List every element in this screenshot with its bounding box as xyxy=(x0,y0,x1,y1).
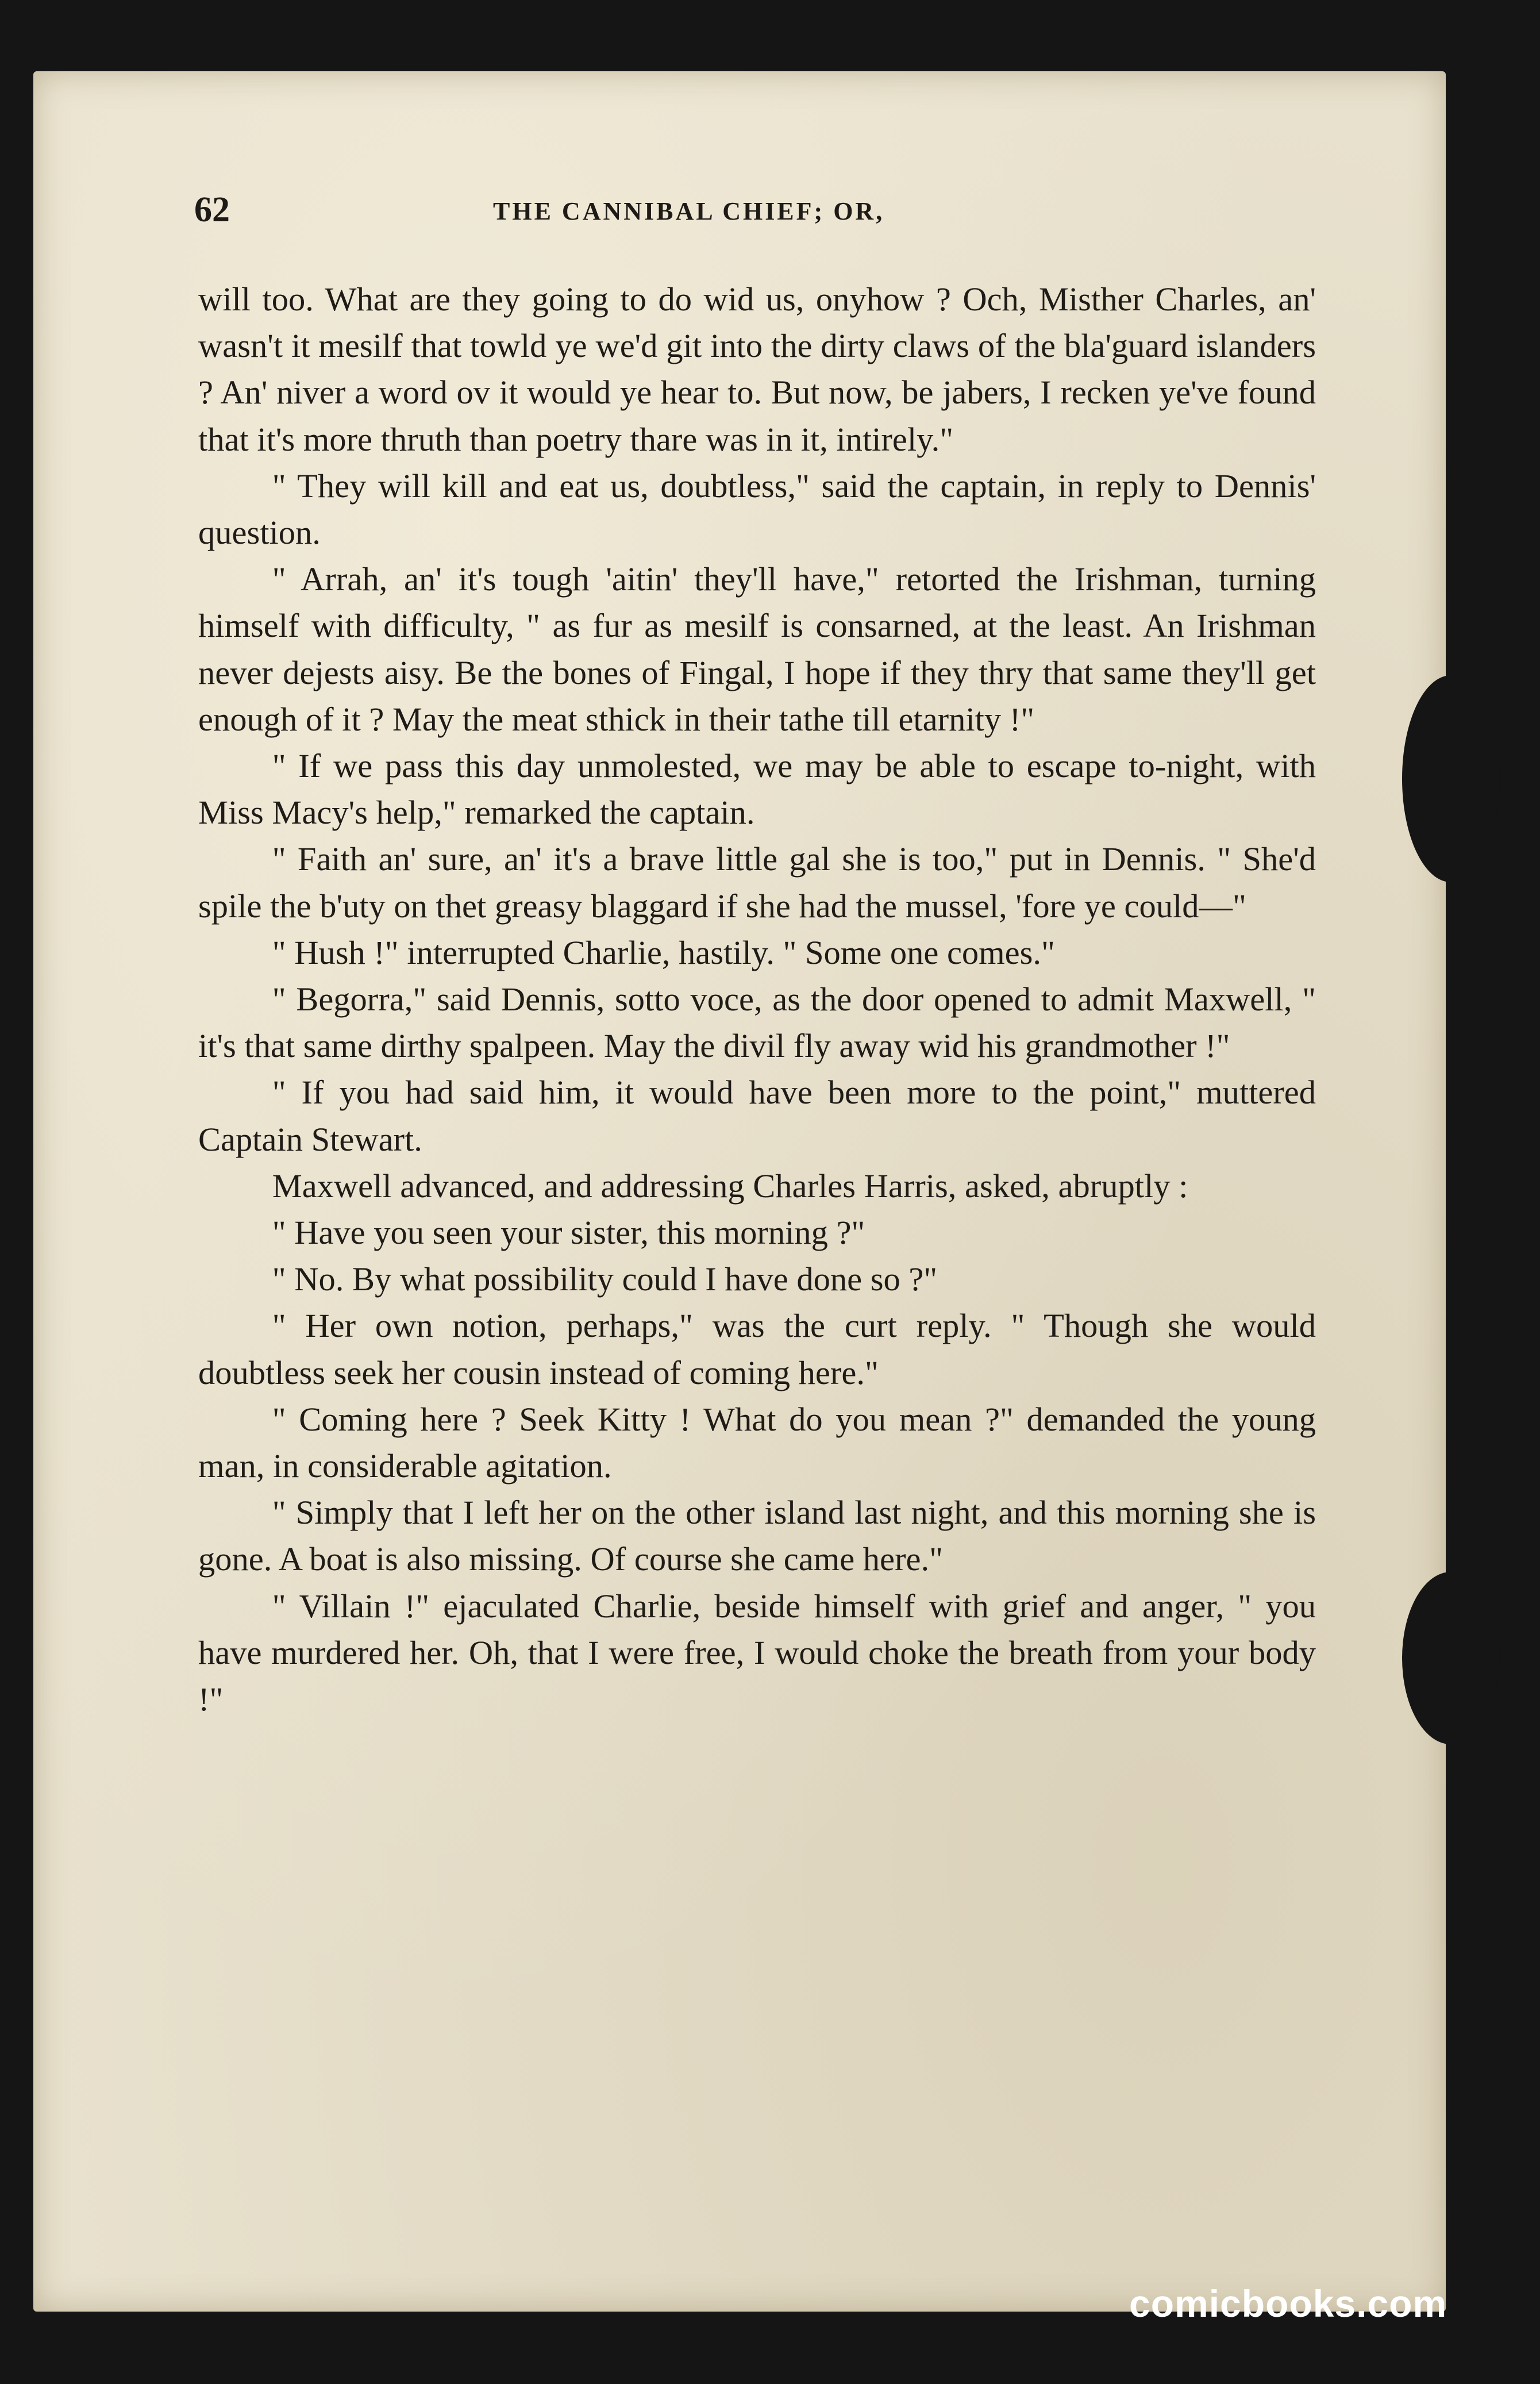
site-watermark: comicbooks.com xyxy=(1129,2282,1447,2325)
paragraph: " Villain !" ejaculated Charlie, beside himself with grief and anger, " you have murdered her. Oh, that I were free, I would choke the breath from your body !" xyxy=(198,1587,1316,1718)
paragraph: " They will kill and eat us, doubtless," said the captain, in reply to Dennis' question. xyxy=(198,467,1316,552)
page-edge-tear xyxy=(1402,1572,1500,1744)
page-header xyxy=(194,190,1322,259)
paragraph: " Have you seen your sister, this morning ?" xyxy=(272,1214,865,1252)
page-edge-tear xyxy=(1402,675,1500,882)
paragraph: " If we pass this day unmolested, we may be able to escape to-night, with Miss Macy's help," remarked the captain. xyxy=(198,747,1316,832)
paragraph: " No. By what possibility could I have done so ?" xyxy=(272,1260,938,1298)
paragraph: will too. What are they going to do wid us, onyhow ? Och, Misther Charles, an' wasn't it mesilf that towld ye we'd git into the dirty claws of the bla'guard islanders ? An' niver a word ov it would ye hear to. But now, be jabers, I recken ye've found that it's more thruth than poetry thare was in it, intirely." xyxy=(198,280,1316,458)
paragraph: " Coming here ? Seek Kitty ! What do you mean ?" demanded the young man, in considerable agitation. xyxy=(198,1400,1316,1485)
body-text xyxy=(198,276,1316,1722)
paragraph: " Arrah, an' it's tough 'aitin' they'll have," retorted the Irishman, turning himself with difficulty, " as fur as mesilf is consarned, at the least. An Irishman never dejests aisy. Be the bones of Fingal, I hope if they thry that same they'll get enough of it ? May the meat sthick in their tathe till etarnity !" xyxy=(198,560,1316,738)
paragraph: " Hush !" interrupted Charlie, hastily. " Some one comes." xyxy=(272,933,1055,971)
paragraph: " Her own notion, perhaps," was the curt reply. " Though she would doubtless seek her cousin instead of coming here." xyxy=(198,1307,1316,1391)
paragraph: Maxwell advanced, and addressing Charles Harris, asked, abruptly : xyxy=(272,1167,1188,1205)
running-head: THE CANNIBAL CHIEF; OR, xyxy=(493,197,885,225)
paragraph: " Faith an' sure, an' it's a brave little gal she is too," put in Dennis. " She'd spile the b'uty on thet greasy blaggard if she had the mussel, 'fore ye could—" xyxy=(198,840,1316,925)
paragraph: " If you had said him, it would have been more to the point," muttered Captain Stewart. xyxy=(198,1074,1316,1158)
paragraph: " Begorra," said Dennis, sotto voce, as the door opened to admit Maxwell, " it's that same dirthy spalpeen. May the divil fly away wid his grandmother !" xyxy=(198,980,1316,1065)
page-number: 62 xyxy=(194,190,230,229)
paragraph: " Simply that I left her on the other island last night, and this morning she is gone. A boat is also missing. Of course she came here." xyxy=(198,1494,1316,1578)
